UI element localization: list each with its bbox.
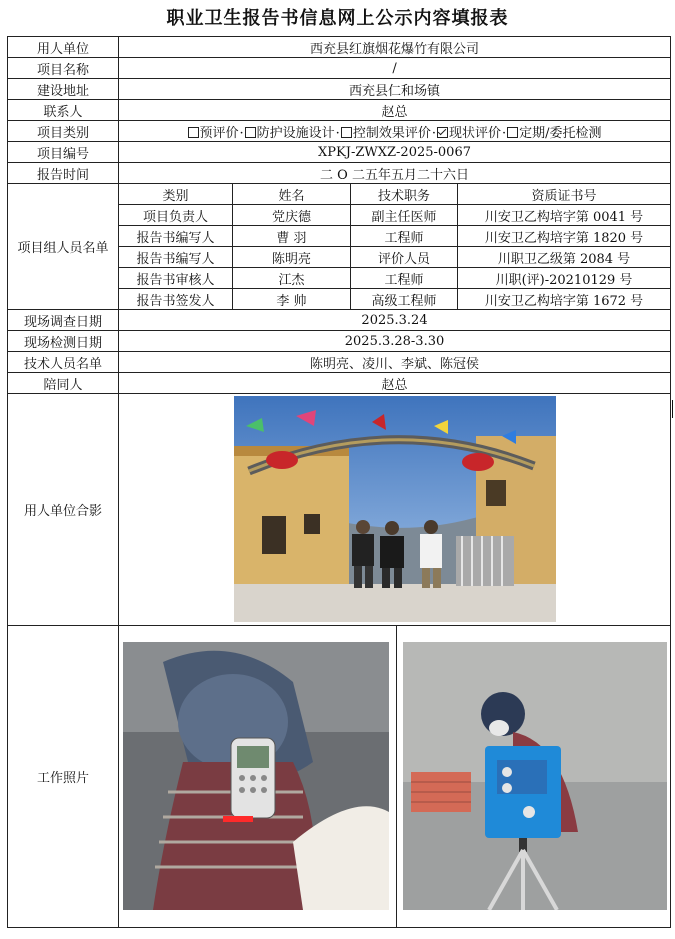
disclosure-form: [7, 36, 671, 928]
member-name: 江杰: [233, 268, 351, 289]
category-option-protection-design[interactable]: 防护设施设计: [245, 126, 335, 141]
technicians-label: 技术人员名单: [8, 352, 119, 373]
employer-value: 西充县红旗烟花爆竹有限公司: [119, 37, 671, 58]
survey-date-label: 现场调查日期: [8, 310, 119, 331]
test-date-label: 现场检测日期: [8, 331, 119, 352]
member-title: 工程师: [351, 268, 458, 289]
contact-value: 赵总: [119, 100, 671, 121]
checkbox-checked-icon: [437, 127, 448, 138]
category-options: 预评价· 防护设施设计· 控制效果评价· 现状评价· 定期/委托检测: [119, 121, 671, 142]
member-cert: 川职(评)-20210129 号: [458, 268, 671, 289]
team-label: 项目组人员名单: [8, 184, 119, 310]
work-photo-2-image: [403, 642, 667, 910]
survey-date-value: 2025.3.24: [119, 310, 671, 331]
group-photo-cell: [119, 394, 671, 626]
page-mark: [672, 400, 673, 418]
checkbox-icon: [507, 127, 518, 138]
member-name: 党庆德: [233, 205, 351, 226]
work-photo-1-image: [123, 642, 389, 910]
team-header-name: 姓名: [233, 184, 351, 205]
address-value: 西充县仁和场镇: [119, 79, 671, 100]
member-role: 报告书审核人: [119, 268, 233, 289]
photo-divider: [396, 626, 397, 928]
member-name: 陈明亮: [233, 247, 351, 268]
work-photos-label: 工作照片: [8, 626, 119, 928]
member-title: 高级工程师: [351, 289, 458, 310]
team-header-category: 类别: [119, 184, 233, 205]
report-time-label: 报告时间: [8, 163, 119, 184]
category-option-control-effect[interactable]: 控制效果评价: [341, 126, 431, 141]
address-label: 建设地址: [8, 79, 119, 100]
form-title: 职业卫生报告书信息网上公示内容填报表: [166, 8, 509, 29]
member-title: 副主任医师: [351, 205, 458, 226]
work-photo-1: [123, 642, 389, 910]
category-option-pre-eval[interactable]: 预评价: [188, 126, 239, 141]
group-photo: [234, 396, 556, 622]
project-name-label: 项目名称: [8, 58, 119, 79]
technicians-value: 陈明亮、凌川、李斌、陈冠侯: [119, 352, 671, 373]
category-option-periodic-test[interactable]: 定期/委托检测: [507, 126, 601, 141]
checkbox-icon: [341, 127, 352, 138]
project-no-label: 项目编号: [8, 142, 119, 163]
member-role: 报告书编写人: [119, 247, 233, 268]
member-role: 项目负责人: [119, 205, 233, 226]
report-time-value: 二 O 二五年五月二十六日: [119, 163, 671, 184]
member-cert: 川职卫乙级第 2084 号: [458, 247, 671, 268]
member-role: 报告书签发人: [119, 289, 233, 310]
contact-label: 联系人: [8, 100, 119, 121]
member-cert: 川安卫乙构培字第 1672 号: [458, 289, 671, 310]
member-name: 李 帅: [233, 289, 351, 310]
team-header-title: 技术职务: [351, 184, 458, 205]
project-no-value: XPKJ-ZWXZ-2025-0067: [119, 142, 671, 163]
test-date-value: 2025.3.28-3.30: [119, 331, 671, 352]
work-photo-2: [403, 642, 667, 910]
employer-label: 用人单位: [8, 37, 119, 58]
category-option-status-eval[interactable]: 现状评价: [437, 126, 501, 141]
escort-value: 赵总: [119, 373, 671, 394]
member-name: 曹 羽: [233, 226, 351, 247]
checkbox-icon: [188, 127, 199, 138]
member-title: 评价人员: [351, 247, 458, 268]
group-photo-label: 用人单位合影: [8, 394, 119, 626]
category-label: 项目类别: [8, 121, 119, 142]
group-photo-image: [234, 396, 556, 622]
member-cert: 川安卫乙构培字第 0041 号: [458, 205, 671, 226]
team-header-cert: 资质证书号: [458, 184, 671, 205]
member-role: 报告书编写人: [119, 226, 233, 247]
project-name-value: /: [119, 58, 671, 79]
checkbox-icon: [245, 127, 256, 138]
member-cert: 川安卫乙构培字第 1820 号: [458, 226, 671, 247]
member-title: 工程师: [351, 226, 458, 247]
work-photos-cell: [119, 626, 671, 928]
escort-label: 陪同人: [8, 373, 119, 394]
